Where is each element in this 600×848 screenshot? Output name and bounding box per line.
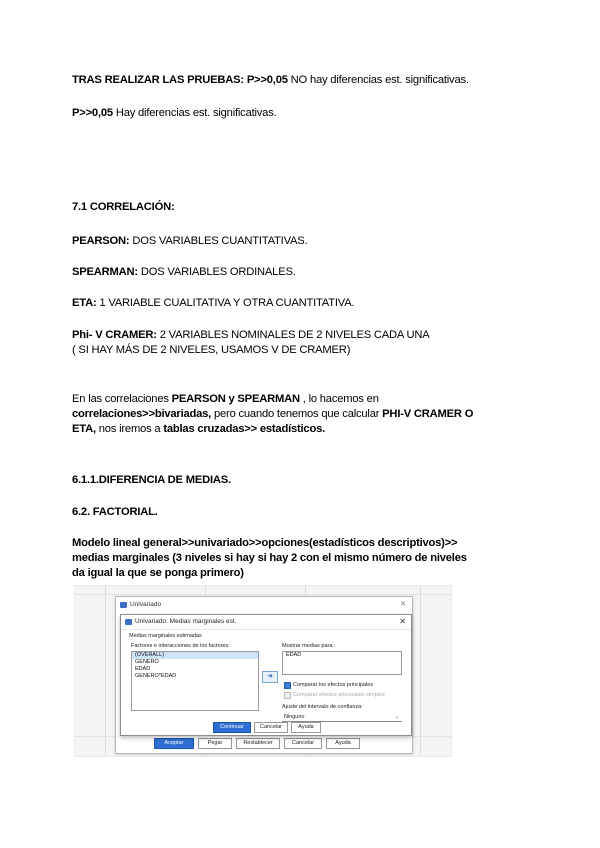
list-item[interactable]: EDAD	[135, 666, 151, 672]
corr-bold-5: tablas cruzadas>> estadísticos.	[163, 423, 326, 435]
phi-cramer-block	[72, 328, 532, 358]
results-line-diff	[72, 106, 532, 121]
outer-cancel-button[interactable]: Cancelar	[284, 738, 322, 749]
continue-button[interactable]: Continuar	[213, 722, 251, 733]
accept-button[interactable]: Aceptar	[154, 738, 194, 749]
eta-text: 1 VARIABLE CUALITATIVA Y OTRA CUANTITATIVA.	[96, 297, 355, 309]
modelo-line-3: da igual la que se ponga primero)	[72, 567, 244, 579]
dialog-titlebar	[121, 615, 411, 630]
list-item[interactable]: GENERO	[135, 659, 159, 665]
factors-listbox[interactable]	[131, 651, 259, 711]
corr-text-1: En las correlaciones	[72, 393, 172, 405]
pvalue-bold: P>>0,05	[72, 107, 113, 119]
spss-screenshot	[74, 585, 452, 757]
modelo-line-2: medias marginales (3 niveles si hay si hay 2 con el mismo número de niveles	[72, 552, 467, 564]
univariate-titlebar	[116, 597, 412, 613]
corr-text-2: , lo hacemos en	[299, 393, 379, 405]
eta-line	[72, 296, 532, 311]
pearson-line	[72, 234, 532, 249]
spearman-label: SPEARMAN:	[72, 266, 138, 278]
cancel-button[interactable]: Cancelar	[254, 722, 288, 733]
compare-simple-checkbox[interactable]	[284, 692, 291, 699]
corr-text-4: nos iremos a	[95, 423, 164, 435]
results-line-text: NO hay diferencias est. significativas.	[287, 74, 469, 86]
univariate-title: Univariado	[130, 601, 162, 608]
results-line-no-diff	[72, 73, 532, 88]
modelo-paragraph	[72, 536, 537, 581]
section-heading-correlation: 7.1 CORRELACIÓN:	[72, 201, 175, 213]
compare-main-checkbox[interactable]	[284, 682, 291, 689]
spss-app-icon	[125, 619, 132, 625]
grid-line	[105, 586, 106, 756]
spss-app-icon	[120, 602, 127, 608]
phi-text: 2 VARIABLES NOMINALES DE 2 NIVELES CADA UNA	[156, 329, 430, 341]
corr-bold-4: ETA,	[72, 423, 96, 435]
corr-bold-1: PEARSON y SPEARMAN	[171, 393, 300, 405]
spearman-line	[72, 265, 532, 280]
section-heading-mean-diff: 6.1.1.DIFERENCIA DE MEDIAS.	[72, 474, 231, 486]
eta-label: ETA:	[72, 297, 97, 309]
marginal-means-dialog	[120, 614, 412, 736]
phi-note: ( SI HAY MÁS DE 2 NIVELES, USAMOS V DE CRAMER)	[72, 344, 351, 356]
move-right-arrow-button[interactable]	[262, 671, 278, 683]
chevron-down-icon: ⌄	[394, 714, 399, 720]
correlation-paragraph	[72, 392, 537, 437]
results-line-bold: TRAS REALIZAR LAS PRUEBAS: P>>0,05	[72, 74, 288, 86]
show-means-listbox[interactable]	[282, 651, 402, 675]
factors-label: Factores e interacciones de los factores:	[131, 643, 230, 649]
ci-adjust-value: Ninguno	[284, 714, 305, 720]
pvalue-text: Hay diferencias est. significativas.	[112, 107, 277, 119]
outer-help-button[interactable]: Ayuda	[326, 738, 360, 749]
compare-simple-label: Comparar efectos principales simples	[293, 692, 385, 698]
grid-line	[75, 594, 451, 595]
ci-adjust-label: Ajuste del intervalo de confianza:	[282, 704, 363, 710]
section-heading-factorial: 6.2. FACTORIAL.	[72, 506, 158, 518]
pearson-label: PEARSON:	[72, 235, 130, 247]
list-item[interactable]: EDAD	[286, 652, 302, 658]
arrow-right-icon: ➜	[267, 673, 273, 680]
help-button[interactable]: Ayuda	[291, 722, 321, 733]
modelo-line-1: Modelo lineal general>>univariado>>opciones(estadísticos descriptivos)>>	[72, 537, 458, 549]
show-means-label: Mostrar medias para:	[282, 643, 334, 649]
corr-bold-2: correlaciones>>bivariadas,	[72, 408, 212, 420]
marginal-means-group-label: Medias marginales estimadas	[129, 633, 202, 639]
list-item[interactable]: GENERO*EDAD	[135, 673, 177, 679]
dialog-title: Univariado: Medias marginales est.	[135, 618, 237, 625]
close-icon[interactable]: ✕	[399, 617, 406, 626]
compare-main-label: Comparar los efectos principales	[293, 682, 374, 688]
list-item[interactable]: (OVERALL)	[132, 652, 258, 659]
grid-line	[420, 586, 421, 756]
close-icon[interactable]: ✕	[400, 601, 406, 608]
corr-bold-3: PHI-V CRAMER O	[382, 408, 474, 420]
paste-button[interactable]: Pegar	[198, 738, 232, 749]
reset-button[interactable]: Restablecer	[236, 738, 280, 749]
ci-adjust-select[interactable]	[282, 713, 402, 722]
corr-text-3: pero cuando tenemos que calcular	[211, 408, 383, 420]
phi-label: Phi- V CRAMER:	[72, 329, 157, 341]
pearson-text: DOS VARIABLES CUANTITATIVAS.	[129, 235, 308, 247]
spearman-text: DOS VARIABLES ORDINALES.	[137, 266, 296, 278]
